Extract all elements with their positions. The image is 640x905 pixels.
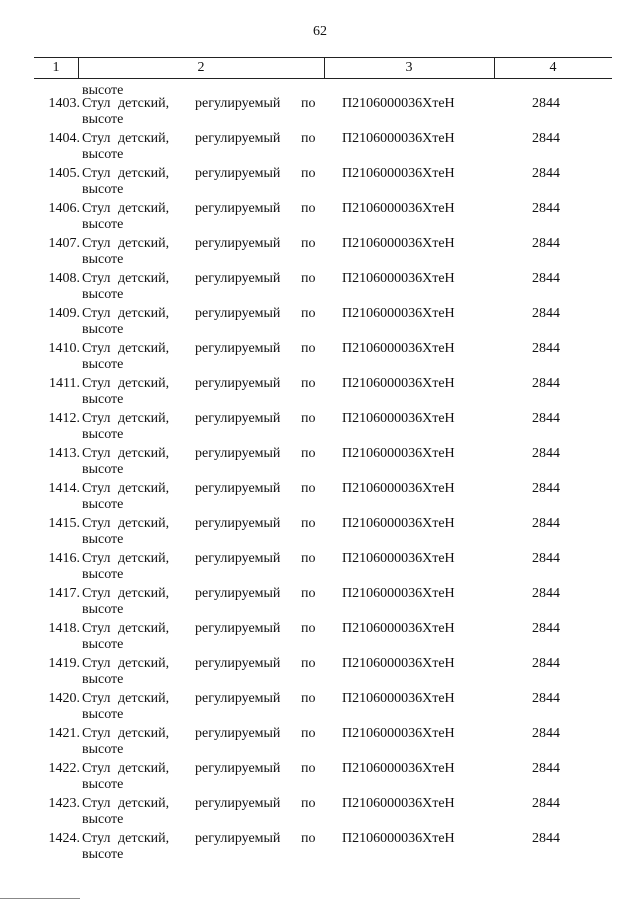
table-row xyxy=(0,516,640,551)
desc-word: Стул xyxy=(82,656,111,671)
desc-word: Стул xyxy=(82,341,111,356)
desc-word: регулируемый xyxy=(195,586,281,601)
table-body xyxy=(0,96,640,866)
desc-line-2: высоте xyxy=(82,427,124,442)
desc-word: Стул xyxy=(82,761,111,776)
desc-word: по xyxy=(301,341,316,356)
item-number: 1416. xyxy=(48,551,80,566)
desc-word: регулируемый xyxy=(195,761,281,776)
desc-word: регулируемый xyxy=(195,411,281,426)
desc-word: регулируемый xyxy=(195,516,281,531)
desc-word: по xyxy=(301,306,316,321)
desc-word: детский, xyxy=(118,551,170,566)
desc-word: по xyxy=(301,446,316,461)
item-quantity: 2844 xyxy=(532,831,560,846)
item-quantity: 2844 xyxy=(532,726,560,741)
item-code: П2106000036ХтеН xyxy=(342,516,455,531)
item-description xyxy=(82,96,318,128)
desc-line-2: высоте xyxy=(82,217,124,232)
item-code: П2106000036ХтеН xyxy=(342,481,455,496)
header-col-2: 2 xyxy=(197,60,205,75)
desc-word: Стул xyxy=(82,691,111,706)
desc-word: по xyxy=(301,271,316,286)
desc-word: по xyxy=(301,236,316,251)
item-number: 1424. xyxy=(48,831,80,846)
item-quantity: 2844 xyxy=(532,481,560,496)
table-row xyxy=(0,236,640,271)
item-code: П2106000036ХтеН xyxy=(342,236,455,251)
desc-word: по xyxy=(301,656,316,671)
item-description xyxy=(82,271,318,303)
desc-word: детский, xyxy=(118,656,170,671)
desc-word: Стул xyxy=(82,551,111,566)
table-row xyxy=(0,411,640,446)
item-code: П2106000036ХтеН xyxy=(342,831,455,846)
item-quantity: 2844 xyxy=(532,796,560,811)
table-row xyxy=(0,726,640,761)
item-description xyxy=(82,306,318,338)
desc-word: детский, xyxy=(118,586,170,601)
item-number: 1419. xyxy=(48,656,80,671)
desc-word: детский, xyxy=(118,516,170,531)
item-code: П2106000036ХтеН xyxy=(342,586,455,601)
desc-word: регулируемый xyxy=(195,691,281,706)
desc-word: по xyxy=(301,551,316,566)
table-row xyxy=(0,691,640,726)
table-row xyxy=(0,551,640,586)
page-number: 62 xyxy=(313,24,327,39)
item-code: П2106000036ХтеН xyxy=(342,691,455,706)
item-number: 1414. xyxy=(48,481,80,496)
item-quantity: 2844 xyxy=(532,411,560,426)
item-quantity: 2844 xyxy=(532,551,560,566)
item-description xyxy=(82,481,318,513)
desc-line-2: высоте xyxy=(82,497,124,512)
item-number: 1411. xyxy=(49,376,80,391)
desc-word: детский, xyxy=(118,131,170,146)
desc-word: детский, xyxy=(118,201,170,216)
desc-word: по xyxy=(301,796,316,811)
item-quantity: 2844 xyxy=(532,236,560,251)
item-description xyxy=(82,831,318,863)
desc-word: Стул xyxy=(82,201,111,216)
table-row xyxy=(0,586,640,621)
item-description xyxy=(82,656,318,688)
desc-line-2: высоте xyxy=(82,672,124,687)
desc-line-2: высоте xyxy=(82,637,124,652)
item-number: 1423. xyxy=(48,796,80,811)
desc-word: Стул xyxy=(82,621,111,636)
item-code: П2106000036ХтеН xyxy=(342,656,455,671)
desc-word: регулируемый xyxy=(195,481,281,496)
desc-word: Стул xyxy=(82,446,111,461)
desc-line-2: высоте xyxy=(82,777,124,792)
item-code: П2106000036ХтеН xyxy=(342,376,455,391)
desc-word: регулируемый xyxy=(195,236,281,251)
table-row xyxy=(0,621,640,656)
item-quantity: 2844 xyxy=(532,586,560,601)
desc-line-2: высоте xyxy=(82,252,124,267)
item-number: 1422. xyxy=(48,761,80,776)
desc-line-2: высоте xyxy=(82,707,124,722)
desc-word: детский, xyxy=(118,376,170,391)
item-code: П2106000036ХтеН xyxy=(342,761,455,776)
item-number: 1413. xyxy=(48,446,80,461)
item-description xyxy=(82,236,318,268)
item-description xyxy=(82,411,318,443)
desc-word: регулируемый xyxy=(195,341,281,356)
desc-word: по xyxy=(301,481,316,496)
continuation-text: высоте xyxy=(82,83,124,98)
desc-word: Стул xyxy=(82,481,111,496)
table-row xyxy=(0,761,640,796)
table-row xyxy=(0,166,640,201)
item-quantity: 2844 xyxy=(532,446,560,461)
item-code: П2106000036ХтеН xyxy=(342,621,455,636)
desc-word: детский, xyxy=(118,481,170,496)
desc-word: Стул xyxy=(82,411,111,426)
desc-word: регулируемый xyxy=(195,796,281,811)
desc-line-2: высоте xyxy=(82,112,124,127)
item-quantity: 2844 xyxy=(532,761,560,776)
desc-word: регулируемый xyxy=(195,831,281,846)
desc-word: детский, xyxy=(118,691,170,706)
item-quantity: 2844 xyxy=(532,306,560,321)
desc-word: Стул xyxy=(82,516,111,531)
item-quantity: 2844 xyxy=(532,96,560,111)
item-description xyxy=(82,516,318,548)
desc-line-2: высоте xyxy=(82,847,124,862)
item-description xyxy=(82,726,318,758)
desc-word: по xyxy=(301,586,316,601)
table-row xyxy=(0,831,640,866)
item-code: П2106000036ХтеН xyxy=(342,446,455,461)
item-code: П2106000036ХтеН xyxy=(342,201,455,216)
item-quantity: 2844 xyxy=(532,376,560,391)
item-code: П2106000036ХтеН xyxy=(342,131,455,146)
table-row xyxy=(0,656,640,691)
desc-word: детский, xyxy=(118,831,170,846)
desc-word: Стул xyxy=(82,166,111,181)
item-description xyxy=(82,131,318,163)
item-code: П2106000036ХтеН xyxy=(342,796,455,811)
desc-word: регулируемый xyxy=(195,621,281,636)
desc-word: регулируемый xyxy=(195,551,281,566)
desc-word: Стул xyxy=(82,376,111,391)
header-col-3: 3 xyxy=(405,60,413,75)
table-row xyxy=(0,446,640,481)
desc-word: детский, xyxy=(118,96,170,111)
desc-line-2: высоте xyxy=(82,147,124,162)
desc-word: по xyxy=(301,201,316,216)
desc-line-2: высоте xyxy=(82,812,124,827)
desc-word: Стул xyxy=(82,726,111,741)
desc-word: регулируемый xyxy=(195,726,281,741)
desc-word: Стул xyxy=(82,271,111,286)
desc-word: регулируемый xyxy=(195,446,281,461)
item-description xyxy=(82,761,318,793)
item-quantity: 2844 xyxy=(532,656,560,671)
item-number: 1405. xyxy=(48,166,80,181)
item-description xyxy=(82,586,318,618)
desc-word: по xyxy=(301,621,316,636)
item-number: 1406. xyxy=(48,201,80,216)
item-quantity: 2844 xyxy=(532,166,560,181)
item-number: 1412. xyxy=(48,411,80,426)
item-number: 1410. xyxy=(48,341,80,356)
item-description xyxy=(82,341,318,373)
item-code: П2106000036ХтеН xyxy=(342,166,455,181)
item-description xyxy=(82,166,318,198)
item-number: 1403. xyxy=(48,96,80,111)
desc-word: по xyxy=(301,411,316,426)
table-row xyxy=(0,306,640,341)
item-quantity: 2844 xyxy=(532,621,560,636)
desc-word: детский, xyxy=(118,341,170,356)
table-row xyxy=(0,201,640,236)
table-row xyxy=(0,796,640,831)
item-code: П2106000036ХтеН xyxy=(342,726,455,741)
table-row xyxy=(0,131,640,166)
desc-line-2: высоте xyxy=(82,357,124,372)
desc-word: регулируемый xyxy=(195,166,281,181)
item-code: П2106000036ХтеН xyxy=(342,411,455,426)
desc-word: Стул xyxy=(82,831,111,846)
desc-word: регулируемый xyxy=(195,306,281,321)
table-row xyxy=(0,376,640,411)
table-row xyxy=(0,96,640,131)
desc-word: детский, xyxy=(118,726,170,741)
desc-word: регулируемый xyxy=(195,201,281,216)
desc-word: детский, xyxy=(118,621,170,636)
desc-word: по xyxy=(301,516,316,531)
desc-word: детский, xyxy=(118,166,170,181)
desc-word: по xyxy=(301,131,316,146)
item-description xyxy=(82,201,318,233)
item-number: 1404. xyxy=(48,131,80,146)
desc-word: по xyxy=(301,691,316,706)
desc-word: Стул xyxy=(82,131,111,146)
item-description xyxy=(82,691,318,723)
desc-line-2: высоте xyxy=(82,322,124,337)
header-col-4: 4 xyxy=(549,60,557,75)
desc-line-2: высоте xyxy=(82,462,124,477)
table-row xyxy=(0,341,640,376)
desc-word: детский, xyxy=(118,271,170,286)
desc-line-2: высоте xyxy=(82,287,124,302)
desc-line-2: высоте xyxy=(82,602,124,617)
desc-word: по xyxy=(301,726,316,741)
desc-line-2: высоте xyxy=(82,742,124,757)
item-quantity: 2844 xyxy=(532,341,560,356)
desc-word: Стул xyxy=(82,96,111,111)
item-number: 1407. xyxy=(48,236,80,251)
desc-word: регулируемый xyxy=(195,131,281,146)
desc-word: Стул xyxy=(82,306,111,321)
item-number: 1415. xyxy=(48,516,80,531)
item-description xyxy=(82,376,318,408)
item-description xyxy=(82,446,318,478)
item-code: П2106000036ХтеН xyxy=(342,306,455,321)
desc-word: по xyxy=(301,166,316,181)
desc-word: Стул xyxy=(82,586,111,601)
desc-word: детский, xyxy=(118,236,170,251)
item-description xyxy=(82,621,318,653)
item-number: 1418. xyxy=(48,621,80,636)
desc-word: детский, xyxy=(118,761,170,776)
desc-word: детский, xyxy=(118,796,170,811)
desc-word: регулируемый xyxy=(195,656,281,671)
table-header xyxy=(34,57,612,79)
desc-word: Стул xyxy=(82,796,111,811)
table-row xyxy=(0,271,640,306)
item-number: 1417. xyxy=(48,586,80,601)
table-row xyxy=(0,481,640,516)
desc-word: детский, xyxy=(118,411,170,426)
item-description xyxy=(82,796,318,828)
item-number: 1421. xyxy=(48,726,80,741)
item-quantity: 2844 xyxy=(532,516,560,531)
desc-word: по xyxy=(301,761,316,776)
header-col-1: 1 xyxy=(52,60,60,75)
item-code: П2106000036ХтеН xyxy=(342,96,455,111)
item-number: 1420. xyxy=(48,691,80,706)
item-quantity: 2844 xyxy=(532,271,560,286)
desc-line-2: высоте xyxy=(82,182,124,197)
desc-word: регулируемый xyxy=(195,376,281,391)
desc-line-2: высоте xyxy=(82,392,124,407)
desc-word: по xyxy=(301,831,316,846)
desc-line-2: высоте xyxy=(82,532,124,547)
desc-word: регулируемый xyxy=(195,271,281,286)
item-number: 1409. xyxy=(48,306,80,321)
desc-line-2: высоте xyxy=(82,567,124,582)
item-code: П2106000036ХтеН xyxy=(342,271,455,286)
item-quantity: 2844 xyxy=(532,691,560,706)
desc-word: по xyxy=(301,96,316,111)
item-code: П2106000036ХтеН xyxy=(342,551,455,566)
desc-word: по xyxy=(301,376,316,391)
item-number: 1408. xyxy=(48,271,80,286)
desc-word: Стул xyxy=(82,236,111,251)
desc-word: регулируемый xyxy=(195,96,281,111)
item-quantity: 2844 xyxy=(532,201,560,216)
item-code: П2106000036ХтеН xyxy=(342,341,455,356)
desc-word: детский, xyxy=(118,306,170,321)
item-quantity: 2844 xyxy=(532,131,560,146)
item-description xyxy=(82,551,318,583)
footer-divider xyxy=(0,898,80,899)
desc-word: детский, xyxy=(118,446,170,461)
